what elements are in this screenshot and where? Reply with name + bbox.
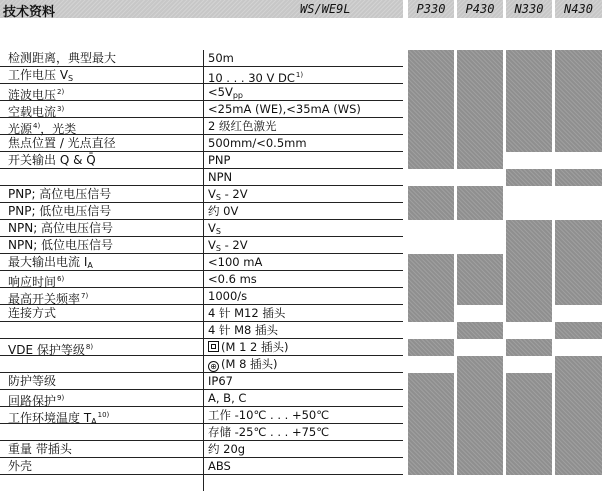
spec-label-text: 最大输出电流 I xyxy=(8,255,88,269)
variant-applies-cell xyxy=(506,50,552,67)
variant-applies-cell xyxy=(506,237,552,254)
variant-empty-cell xyxy=(555,305,602,322)
variant-header-p330: P330 xyxy=(408,0,454,18)
variant-applies-cell xyxy=(408,203,454,220)
spec-label-subscript: A xyxy=(91,417,97,426)
spec-label-text: PNP; 低位电压信号 xyxy=(8,204,112,218)
variant-header-p430: P430 xyxy=(457,0,503,18)
spec-value-text: 4 针 M12 插头 xyxy=(208,306,286,320)
spec-label-text: VDE 保护等级 xyxy=(8,343,85,357)
variant-applies-cell xyxy=(457,152,503,169)
spec-row xyxy=(0,339,403,356)
spec-row xyxy=(0,152,403,169)
spec-value-text: NPN xyxy=(208,170,233,184)
spec-value-subscript: pp xyxy=(232,91,243,100)
spec-row xyxy=(0,50,403,67)
variant-applies-cell xyxy=(457,50,503,67)
footnote-ref: 10) xyxy=(97,411,110,419)
variant-applies-cell xyxy=(408,84,454,101)
spec-label xyxy=(8,458,32,474)
variant-applies-cell xyxy=(506,271,552,288)
protective-circle-icon: ⊕ xyxy=(208,361,219,372)
variant-applies-cell xyxy=(408,458,454,475)
variant-applies-cell xyxy=(506,458,552,475)
spec-value-text: 存储 -25℃ . . . +75℃ xyxy=(208,425,330,439)
spec-label xyxy=(8,50,116,66)
variant-applies-cell xyxy=(408,339,454,356)
variant-applies-cell xyxy=(555,220,602,237)
spec-row xyxy=(0,186,403,203)
spec-value xyxy=(208,322,278,338)
spec-label xyxy=(8,220,113,236)
variant-applies-cell xyxy=(408,152,454,169)
variant-applies-cell xyxy=(408,50,454,67)
variant-applies-cell xyxy=(555,169,602,186)
variant-applies-cell xyxy=(555,237,602,254)
spec-value-text: 约 20g xyxy=(208,442,246,456)
variant-empty-cell xyxy=(408,220,454,237)
spec-value xyxy=(208,203,238,219)
variant-empty-cell xyxy=(506,322,552,339)
spec-label-text: 外壳 xyxy=(8,459,33,473)
variant-empty-cell xyxy=(408,237,454,254)
variant-applies-cell xyxy=(457,203,503,220)
spec-value xyxy=(208,118,276,134)
variant-applies-cell xyxy=(506,424,552,441)
spec-value xyxy=(208,339,289,355)
spec-value xyxy=(208,424,329,440)
variant-applies-cell xyxy=(457,254,503,271)
variant-empty-cell xyxy=(555,152,602,169)
spec-row xyxy=(0,407,403,424)
spec-value xyxy=(208,271,257,287)
spec-value xyxy=(208,305,285,321)
variant-applies-cell xyxy=(555,424,602,441)
spec-value-subscript: S xyxy=(215,227,221,236)
footnote-ref: 9) xyxy=(57,394,65,402)
spec-value-text: (M 8 插头) xyxy=(221,357,278,371)
variant-applies-cell xyxy=(506,67,552,84)
variant-empty-cell xyxy=(408,169,454,186)
variant-applies-cell xyxy=(457,67,503,84)
variant-applies-cell xyxy=(408,390,454,407)
footnote-ref: 1) xyxy=(295,71,304,79)
variant-applies-cell xyxy=(555,254,602,271)
spec-value xyxy=(208,373,233,389)
spec-value xyxy=(208,101,361,117)
spec-value xyxy=(208,135,307,151)
variant-applies-cell xyxy=(506,288,552,305)
variant-empty-cell xyxy=(555,186,602,203)
spec-label-text: 焦点位置 / 光点直径 xyxy=(8,136,116,150)
spec-value xyxy=(208,407,329,423)
spec-row xyxy=(0,322,403,339)
spec-row xyxy=(0,288,403,305)
variant-empty-cell xyxy=(457,305,503,322)
variant-applies-cell xyxy=(408,288,454,305)
spec-label xyxy=(8,152,96,168)
spec-row xyxy=(0,135,403,152)
variant-applies-cell xyxy=(555,135,602,152)
variant-applies-cell xyxy=(555,373,602,390)
variant-applies-cell xyxy=(555,67,602,84)
spec-label xyxy=(8,237,113,253)
spec-row xyxy=(0,305,403,322)
variant-applies-cell xyxy=(555,288,602,305)
spec-value-text: 工作 -10℃ . . . +50℃ xyxy=(208,408,330,422)
spec-row xyxy=(0,237,403,254)
spec-value-text: <100 mA xyxy=(208,255,263,269)
variant-empty-cell xyxy=(457,339,503,356)
variant-applies-cell xyxy=(408,67,454,84)
variant-applies-cell xyxy=(506,390,552,407)
spec-value-text: IP67 xyxy=(208,374,233,388)
spec-label-tail: ，光类 xyxy=(40,122,77,136)
spec-value-text: 50m xyxy=(208,51,234,65)
variant-applies-cell xyxy=(555,84,602,101)
spec-row xyxy=(0,254,403,271)
variant-empty-cell xyxy=(555,339,602,356)
variant-applies-cell xyxy=(408,271,454,288)
spec-value xyxy=(208,152,230,168)
spec-value xyxy=(208,441,245,457)
spec-label-text: 工作环境温度 T xyxy=(8,411,92,425)
variant-applies-cell xyxy=(408,118,454,135)
variant-applies-cell xyxy=(408,407,454,424)
spec-value-text: (M 1 2 插头) xyxy=(221,340,289,354)
variant-applies-cell xyxy=(506,407,552,424)
spec-value-text: V xyxy=(208,221,216,235)
title-bar xyxy=(0,0,403,18)
spec-label-text: 连接方式 xyxy=(8,306,57,320)
spec-label-subscript: A xyxy=(87,261,93,270)
spec-label-text: 最高开关频率 xyxy=(8,292,81,306)
variant-applies-cell xyxy=(457,118,503,135)
spec-value xyxy=(208,356,278,372)
spec-row xyxy=(0,458,403,475)
spec-label xyxy=(8,203,111,219)
variant-applies-cell xyxy=(457,135,503,152)
variant-empty-cell xyxy=(457,237,503,254)
spec-value-text: V xyxy=(208,187,216,201)
footnote-ref: 4) xyxy=(33,122,41,130)
spec-row xyxy=(0,356,403,373)
spec-row xyxy=(0,67,403,84)
variant-applies-cell xyxy=(555,322,602,339)
spec-row xyxy=(0,169,403,186)
spec-label-subscript: S xyxy=(68,74,74,83)
variant-applies-cell xyxy=(457,407,503,424)
variant-empty-cell xyxy=(506,152,552,169)
variant-empty-cell xyxy=(457,220,503,237)
variant-applies-cell xyxy=(555,407,602,424)
variant-applies-cell xyxy=(408,135,454,152)
variant-applies-cell xyxy=(457,288,503,305)
spec-value-text: 10 . . . 30 V DC xyxy=(208,71,295,85)
spec-label-text: 空载电流 xyxy=(8,105,57,119)
variant-applies-cell xyxy=(555,458,602,475)
variant-applies-cell xyxy=(457,271,503,288)
spec-value-text: ABS xyxy=(208,459,231,473)
variant-applies-cell xyxy=(506,101,552,118)
spec-value xyxy=(208,288,247,304)
variant-applies-cell xyxy=(506,135,552,152)
spec-label xyxy=(8,135,116,151)
spec-row xyxy=(0,441,403,458)
spec-value-text: <5V xyxy=(208,85,233,99)
variant-applies-cell xyxy=(457,356,503,373)
variant-applies-cell xyxy=(457,101,503,118)
footnote-ref: 2) xyxy=(57,88,65,96)
variant-applies-cell xyxy=(506,254,552,271)
spec-row xyxy=(0,101,403,118)
variant-applies-cell xyxy=(408,424,454,441)
variant-applies-cell xyxy=(457,424,503,441)
spec-label-text: NPN; 高位电压信号 xyxy=(8,221,114,235)
spec-value xyxy=(208,169,232,185)
spec-label-text: 回路保护 xyxy=(8,394,57,408)
spec-row xyxy=(0,424,403,441)
variant-applies-cell xyxy=(555,356,602,373)
spec-value-text: 2 级红色激光 xyxy=(208,119,277,133)
spec-label-text: PNP; 高位电压信号 xyxy=(8,187,112,201)
variant-empty-cell xyxy=(408,322,454,339)
spec-row xyxy=(0,271,403,288)
variant-applies-cell xyxy=(555,118,602,135)
spec-value-text: A, B, C xyxy=(208,391,247,405)
spec-value-text: V xyxy=(208,238,216,252)
double-insulation-square-icon xyxy=(208,341,219,352)
series-label: WS/WE9L xyxy=(300,2,351,16)
spec-value xyxy=(208,458,231,474)
spec-value xyxy=(208,50,234,66)
spec-value xyxy=(208,390,246,406)
spec-label-text: 工作电压 V xyxy=(8,68,69,82)
variant-header-n330: N330 xyxy=(506,0,552,18)
spec-value-tail: - 2V xyxy=(220,238,248,252)
variant-applies-cell xyxy=(408,101,454,118)
variant-applies-cell xyxy=(408,441,454,458)
spec-value-text: 1000/s xyxy=(208,289,248,303)
spec-label-text: 防护等级 xyxy=(8,374,57,388)
spec-value-text: <25mA (WE),<35mA (WS) xyxy=(208,102,361,116)
spec-value-text: 500mm/<0.5mm xyxy=(208,136,307,150)
variant-applies-cell xyxy=(457,186,503,203)
spec-label xyxy=(8,305,56,321)
variant-header-n430: N430 xyxy=(555,0,602,18)
variant-empty-cell xyxy=(506,186,552,203)
spec-value xyxy=(208,254,262,270)
variant-applies-cell xyxy=(506,84,552,101)
variant-applies-cell xyxy=(408,254,454,271)
variant-applies-cell xyxy=(457,322,503,339)
footnote-ref: 3) xyxy=(57,105,65,113)
spec-value-text: 约 0V xyxy=(208,204,239,218)
variant-applies-cell xyxy=(506,220,552,237)
variant-applies-cell xyxy=(555,101,602,118)
footnote-ref: 8) xyxy=(85,343,94,351)
variant-applies-cell xyxy=(555,271,602,288)
spec-row xyxy=(0,84,403,101)
footnote-ref: 7) xyxy=(81,292,89,300)
spec-value-subscript: S xyxy=(215,193,221,202)
spec-value-text: <0.6 ms xyxy=(208,272,257,286)
spec-label xyxy=(8,186,111,202)
variant-applies-cell xyxy=(457,373,503,390)
spec-label-text: NPN; 低位电压信号 xyxy=(8,238,114,252)
page-title: 技术资料 xyxy=(3,5,56,20)
spec-label-text: 涟波电压 xyxy=(8,88,57,102)
variant-empty-cell xyxy=(408,356,454,373)
variant-applies-cell xyxy=(457,390,503,407)
spec-label-text: 响应时间 xyxy=(8,275,57,289)
variant-applies-cell xyxy=(506,339,552,356)
spec-value-text: 4 针 M8 插头 xyxy=(208,323,279,337)
variant-applies-cell xyxy=(457,84,503,101)
spec-label-text: 检测距离，典型最大 xyxy=(8,51,117,65)
spec-label-text: 重量 带插头 xyxy=(8,442,72,456)
spec-label xyxy=(8,441,72,457)
variant-empty-cell xyxy=(506,356,552,373)
spec-row xyxy=(0,220,403,237)
variant-applies-cell xyxy=(506,169,552,186)
variant-applies-cell xyxy=(457,441,503,458)
spec-row xyxy=(0,118,403,135)
variant-applies-cell xyxy=(555,390,602,407)
spec-label-text: 开关输出 Q & Q̄ xyxy=(8,153,96,167)
variant-applies-cell xyxy=(408,373,454,390)
variant-applies-cell xyxy=(506,441,552,458)
spec-value-subscript: S xyxy=(215,244,221,253)
variant-applies-cell xyxy=(408,305,454,322)
variant-empty-cell xyxy=(506,203,552,220)
variant-applies-cell xyxy=(457,458,503,475)
variant-empty-cell xyxy=(457,169,503,186)
spec-row xyxy=(0,373,403,390)
spec-label xyxy=(8,373,56,389)
spec-label-text: 光源 xyxy=(8,122,33,136)
spec-row xyxy=(0,203,403,220)
variant-applies-cell xyxy=(506,118,552,135)
spec-value-text: PNP xyxy=(208,153,231,167)
variant-applies-cell xyxy=(408,186,454,203)
variant-applies-cell xyxy=(506,305,552,322)
variant-applies-cell xyxy=(555,50,602,67)
footnote-ref: 6) xyxy=(57,275,65,283)
variant-empty-cell xyxy=(555,203,602,220)
spec-value-tail: - 2V xyxy=(220,187,248,201)
variant-applies-cell xyxy=(555,441,602,458)
spec-row xyxy=(0,390,403,407)
variant-applies-cell xyxy=(506,373,552,390)
